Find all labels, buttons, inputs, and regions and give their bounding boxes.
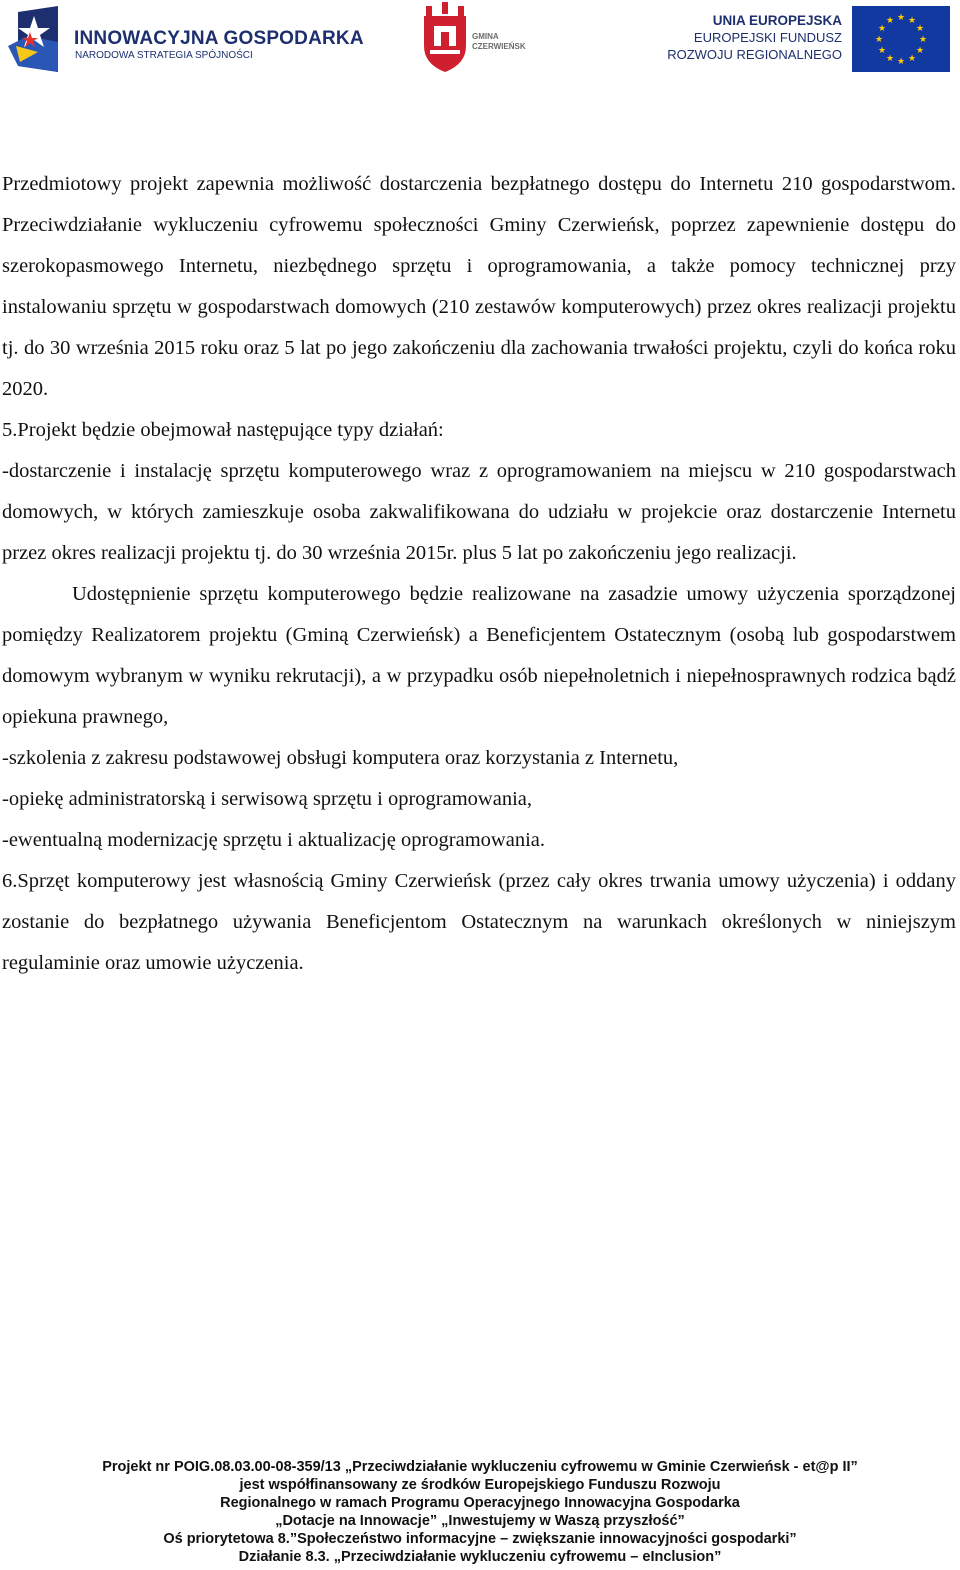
footer-line: „Dotacje na Innowacje” „Inwestujemy w Waszą przyszłość” — [275, 1513, 685, 1529]
svg-text:★: ★ — [907, 16, 917, 26]
coat-of-arms-icon — [420, 2, 470, 74]
svg-text:★: ★ — [885, 54, 895, 64]
paragraph-section-6: 6.Sprzęt komputerowy jest własnością Gminy Czerwieńsk (przez cały okres trwania umowy użyczenia) i oddany zostanie do bezpłatnego używania Beneficjentom Ostatecznym na warunkach określonych w niniejszym regulaminie oraz umowie użyczenia. — [2, 870, 956, 974]
paragraph-intro: Przedmiotowy projekt zapewnia możliwość dostarczenia bezpłatnego dostępu do Internetu 210 gospodarstwom. Przeciwdziałanie wykluczeniu cyfrowemu społeczności Gminy Czerwieńsk, poprzez zapewnienie dostępu do szerokopasmowego Internetu, niezbędnego sprzętu i oprogramowania, a także pomocy technicznej przy instalowaniu sprzętu w gospodarstwach domowych (210 zestawów komputerowych) przez okres realizacji projektu tj. do 30 września 2015 roku oraz 5 lat po jego zakończeniu dla zachowania trwałości projektu, czyli do końca roku 2020. — [2, 173, 956, 400]
svg-text:★: ★ — [877, 46, 887, 56]
paragraph-delivery: -dostarczenie i instalację sprzętu komputerowego wraz z oprogramowaniem na miejscu w 210 gospodarstwach domowych, w których zamieszkuje osoba zakwalifikowana do udziału w projekcie oraz dostarczenie Internetu przez okres realizacji projektu tj. do 30 września 2015r. plus 5 lat po zakończeniu jego realizacji. — [2, 460, 956, 564]
paragraph-modernization: -ewentualną modernizację sprzętu i aktualizację oprogramowania. — [2, 829, 545, 851]
eu-logo-text — [667, 12, 842, 63]
logo-gmina-line1: GMINA — [472, 32, 499, 41]
logo-ig-subtitle: NARODOWA STRATEGIA SPÓJNOŚCI — [75, 50, 253, 61]
gmina-czerwiensk-logo — [420, 2, 530, 76]
paragraph-section-5: 5.Projekt będzie obejmował następujące typy działań: — [2, 419, 444, 441]
paragraph-training: -szkolenia z zakresu podstawowej obsługi komputera oraz korzystania z Internetu, — [2, 747, 679, 769]
svg-text:★: ★ — [874, 35, 884, 45]
paragraph-admin-care: -opiekę administratorską i serwisową sprzętu i oprogramowania, — [2, 788, 532, 810]
eu-logo — [667, 6, 954, 72]
eu-logo-line2: EUROPEJSKI FUNDUSZ — [693, 30, 842, 45]
svg-text:★: ★ — [885, 16, 895, 26]
footer-line: Oś priorytetowa 8.”Społeczeństwo informacyjne – zwiększanie innowacyjności gospodarki” — [163, 1531, 797, 1547]
paragraph-lending: Udostępnienie sprzętu komputerowego będzie realizowane na zasadzie umowy użyczenia sporządzonej pomiędzy Realizatorem projektu (Gminą Czerwieńsk) a Beneficjentem Ostatecznym (osobą lub gospodarstwem domowym wybranym w wyniku rekrutacji), a w przypadku osób niepełnoletnich i niepełnosprawnych rodzica bądź opiekuna prawnego, — [2, 583, 956, 728]
svg-text:★: ★ — [915, 24, 925, 34]
innowacyjna-gospodarka-logo — [8, 6, 364, 72]
svg-text:★: ★ — [896, 57, 906, 67]
eu-logo-line1: UNIA EUROPEJSKA — [712, 13, 842, 28]
svg-text:★: ★ — [918, 35, 928, 45]
svg-text:★: ★ — [915, 46, 925, 56]
svg-text:★: ★ — [907, 54, 917, 64]
eu-logo-line3: ROZWOJU REGIONALNEGO — [667, 47, 842, 62]
svg-text:★: ★ — [896, 13, 906, 23]
page-footer — [0, 1458, 960, 1566]
star-emblem-icon — [8, 6, 64, 72]
footer-line: jest współfinansowany ze środków Europejskiego Funduszu Rozwoju — [239, 1477, 721, 1493]
page-header — [0, 0, 960, 80]
footer-line: Działanie 8.3. „Przeciwdziałanie wykluczeniu cyfrowemu – eInclusion” — [238, 1549, 722, 1565]
logo-gmina-line2: CZERWIEŃSK — [472, 42, 526, 51]
logo-ig-title: INNOWACYJNA GOSPODARKA — [74, 28, 364, 49]
svg-text:★: ★ — [877, 24, 887, 34]
document-body — [2, 164, 956, 984]
footer-line: Regionalnego w ramach Programu Operacyjnego Innowacyjna Gospodarka — [220, 1495, 740, 1511]
eu-flag-icon — [852, 6, 950, 72]
footer-line: Projekt nr POIG.08.03.00-08-359/13 „Przeciwdziałanie wykluczeniu cyfrowemu w Gminie Czerwieńsk - et@p II” — [102, 1459, 858, 1475]
